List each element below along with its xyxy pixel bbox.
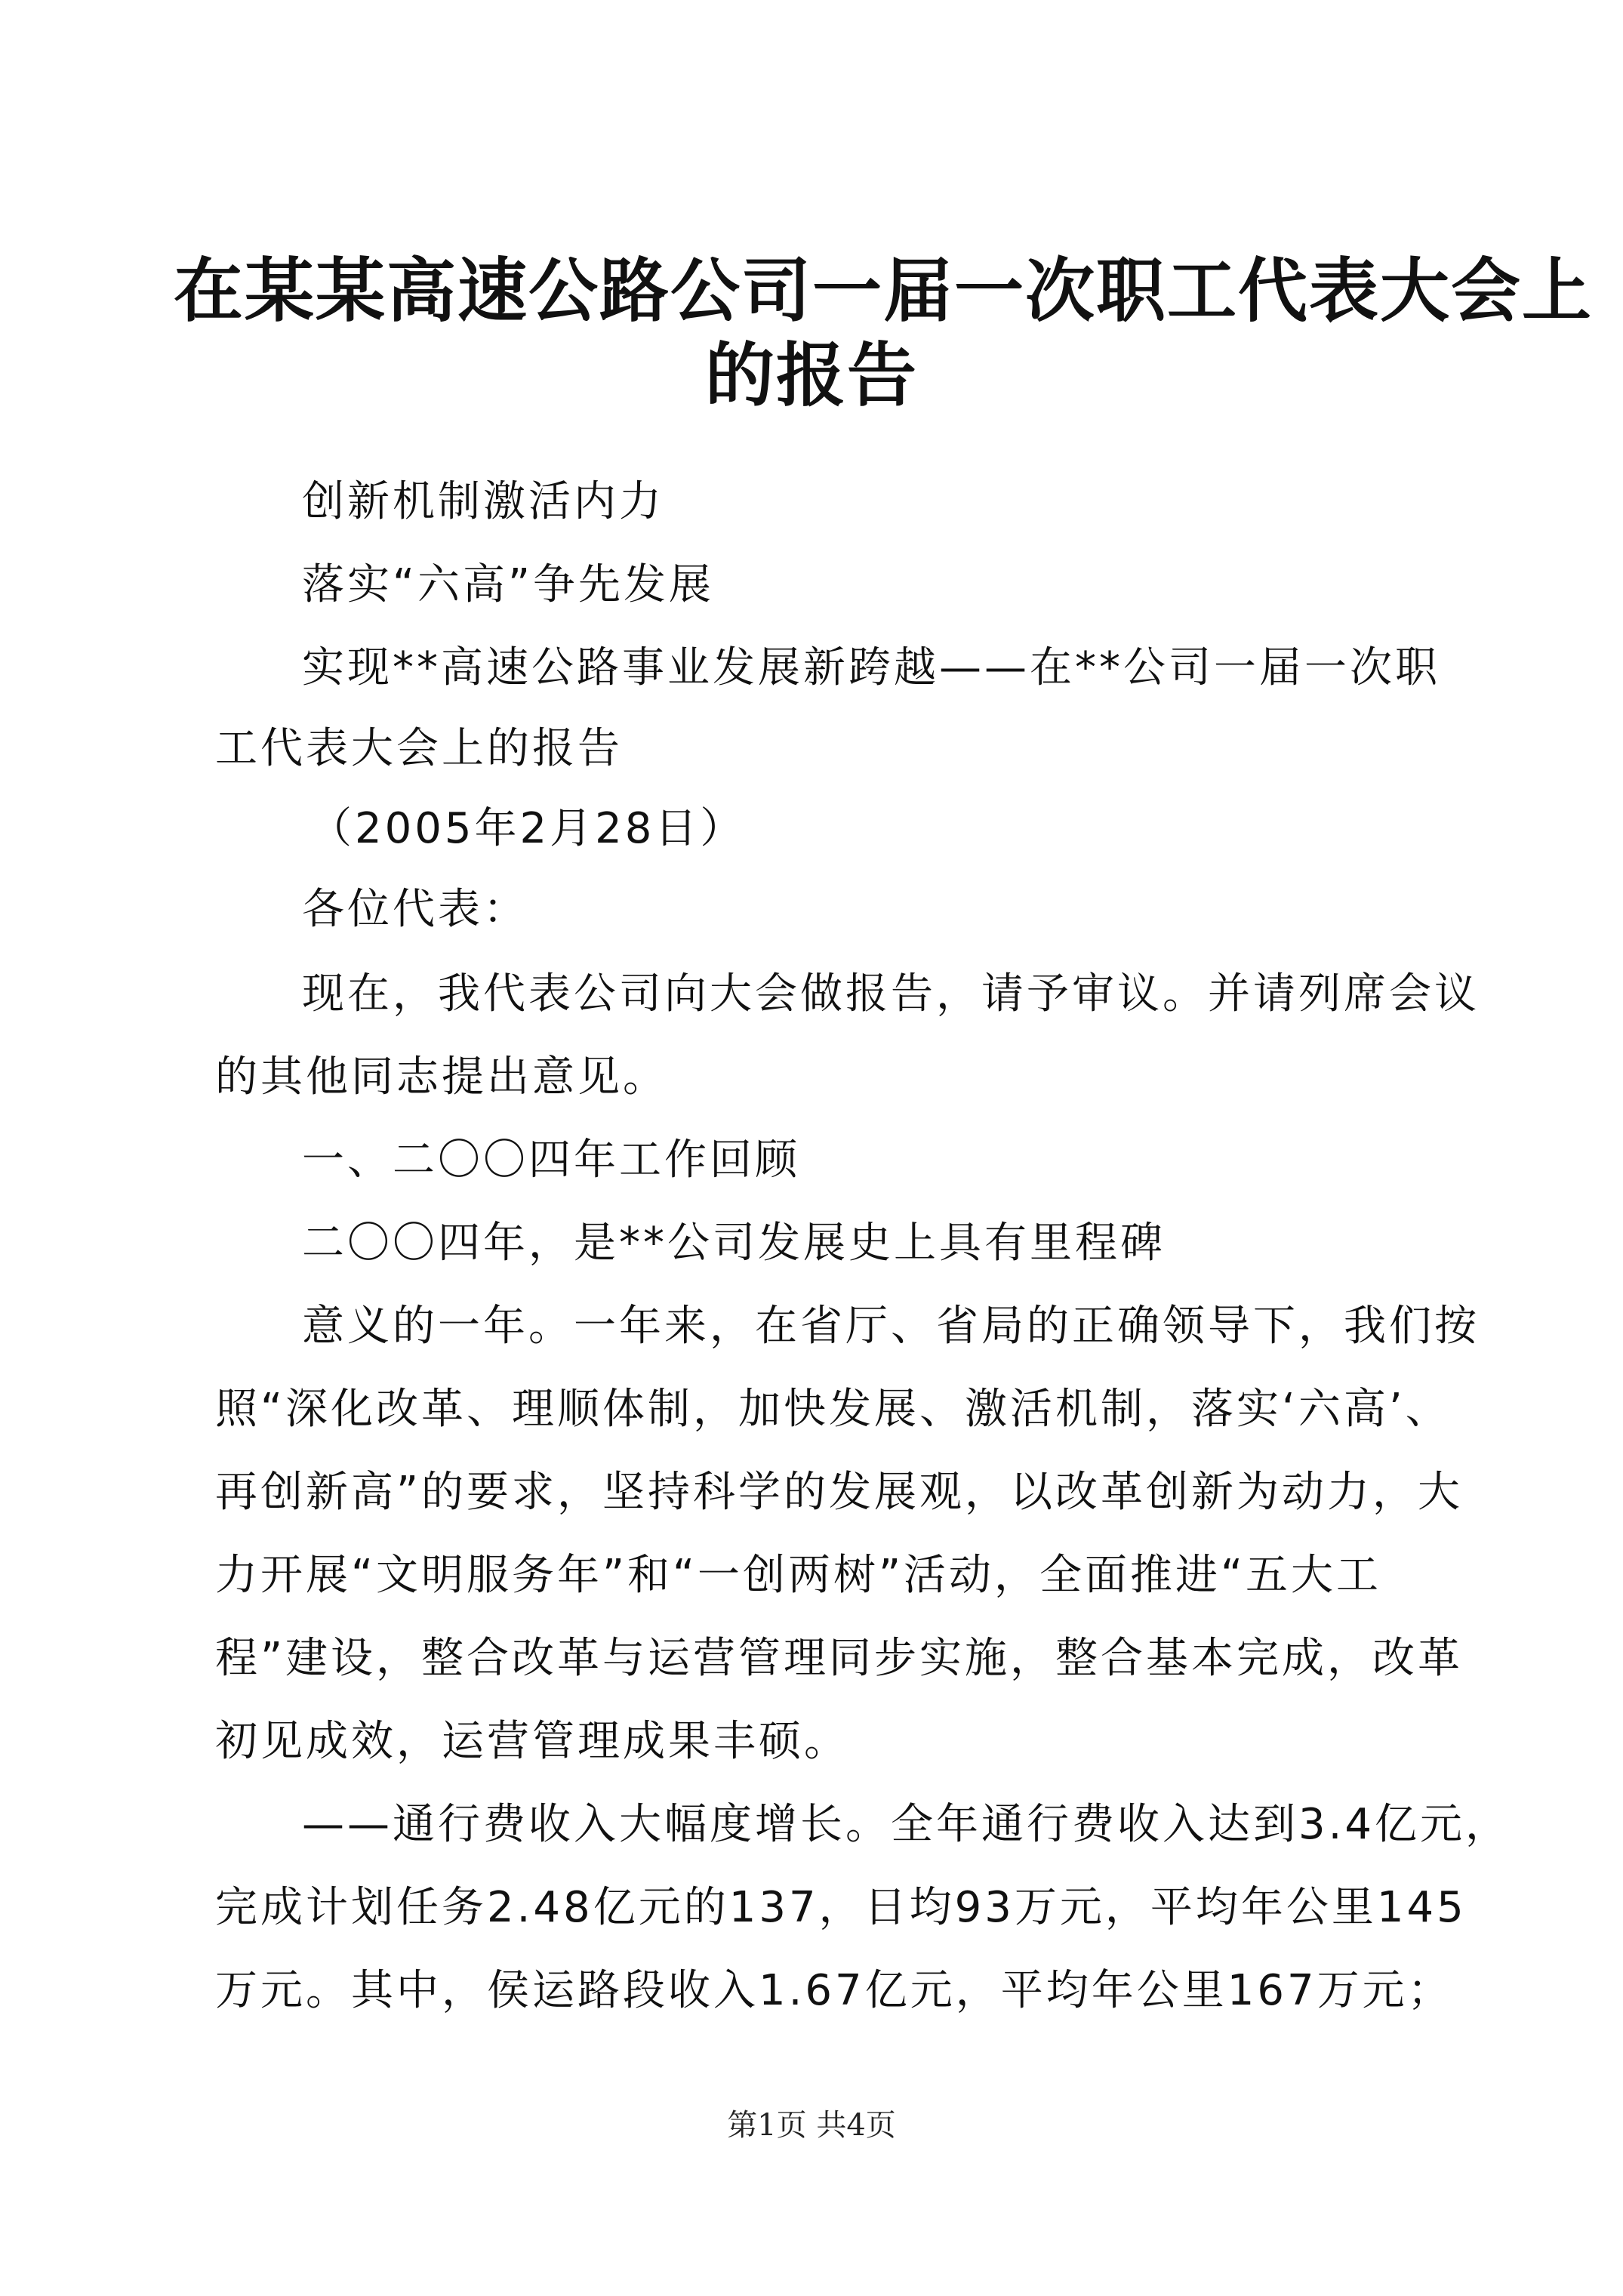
paragraph-line: 初见成效，运营管理成果丰硕。: [215, 1717, 849, 1766]
document-title-line-2: 的报告: [704, 334, 918, 416]
document-title-line-1: 在某某高速公路公司一届一次职工代表大会上: [174, 250, 1594, 331]
subtitle-line-1: 创新机制激活内力: [302, 477, 664, 526]
section-heading: 一、二〇〇四年工作回顾: [302, 1136, 800, 1185]
paragraph-line: 二〇〇四年，是**公司发展史上具有里程碑: [302, 1219, 1166, 1268]
paragraph-line: 再创新高”的要求，坚持科学的发展观，以改革创新为动力，大: [215, 1468, 1464, 1517]
paragraph-line: 现在，我代表公司向大会做报告，请予审议。并请列席会议: [302, 969, 1480, 1019]
page-footer: 第1页 共4页: [727, 2108, 896, 2143]
paragraph-line: 力开展“文明服务年”和“一创两树”活动，全面推进“五大工: [215, 1551, 1382, 1600]
paragraph-line: 的其他同志提出意见。: [215, 1052, 668, 1102]
paragraph-line: 程”建设，整合改革与运营管理同步实施，整合基本完成，改革: [215, 1634, 1464, 1683]
report-date: （2005年2月28日）: [310, 804, 746, 853]
paragraph-line: 意义的一年。一年来，在省厅、省局的正确领导下，我们按: [302, 1302, 1480, 1351]
paragraph-line: 完成计划任务2.48亿元的137，日均93万元，平均年公里145: [215, 1883, 1467, 1932]
salutation: 各位代表：: [302, 885, 528, 934]
subtitle-line-2: 落实“六高”争先发展: [302, 560, 715, 609]
paragraph-line: 照“深化改革、理顺体制，加快发展、激活机制，落实‘六高’、: [215, 1385, 1451, 1434]
subtitle-line-3-cont: 工代表大会上的报告: [215, 724, 623, 773]
paragraph-line: 万元。其中，侯运路段收入1.67亿元，平均年公里167万元；: [215, 1966, 1453, 2015]
subtitle-line-3: 实现**高速公路事业发展新跨越——在**公司一届一次职: [302, 643, 1440, 692]
paragraph-line: ——通行费收入大幅度增长。全年通行费收入达到3.4亿元，: [302, 1800, 1511, 1849]
